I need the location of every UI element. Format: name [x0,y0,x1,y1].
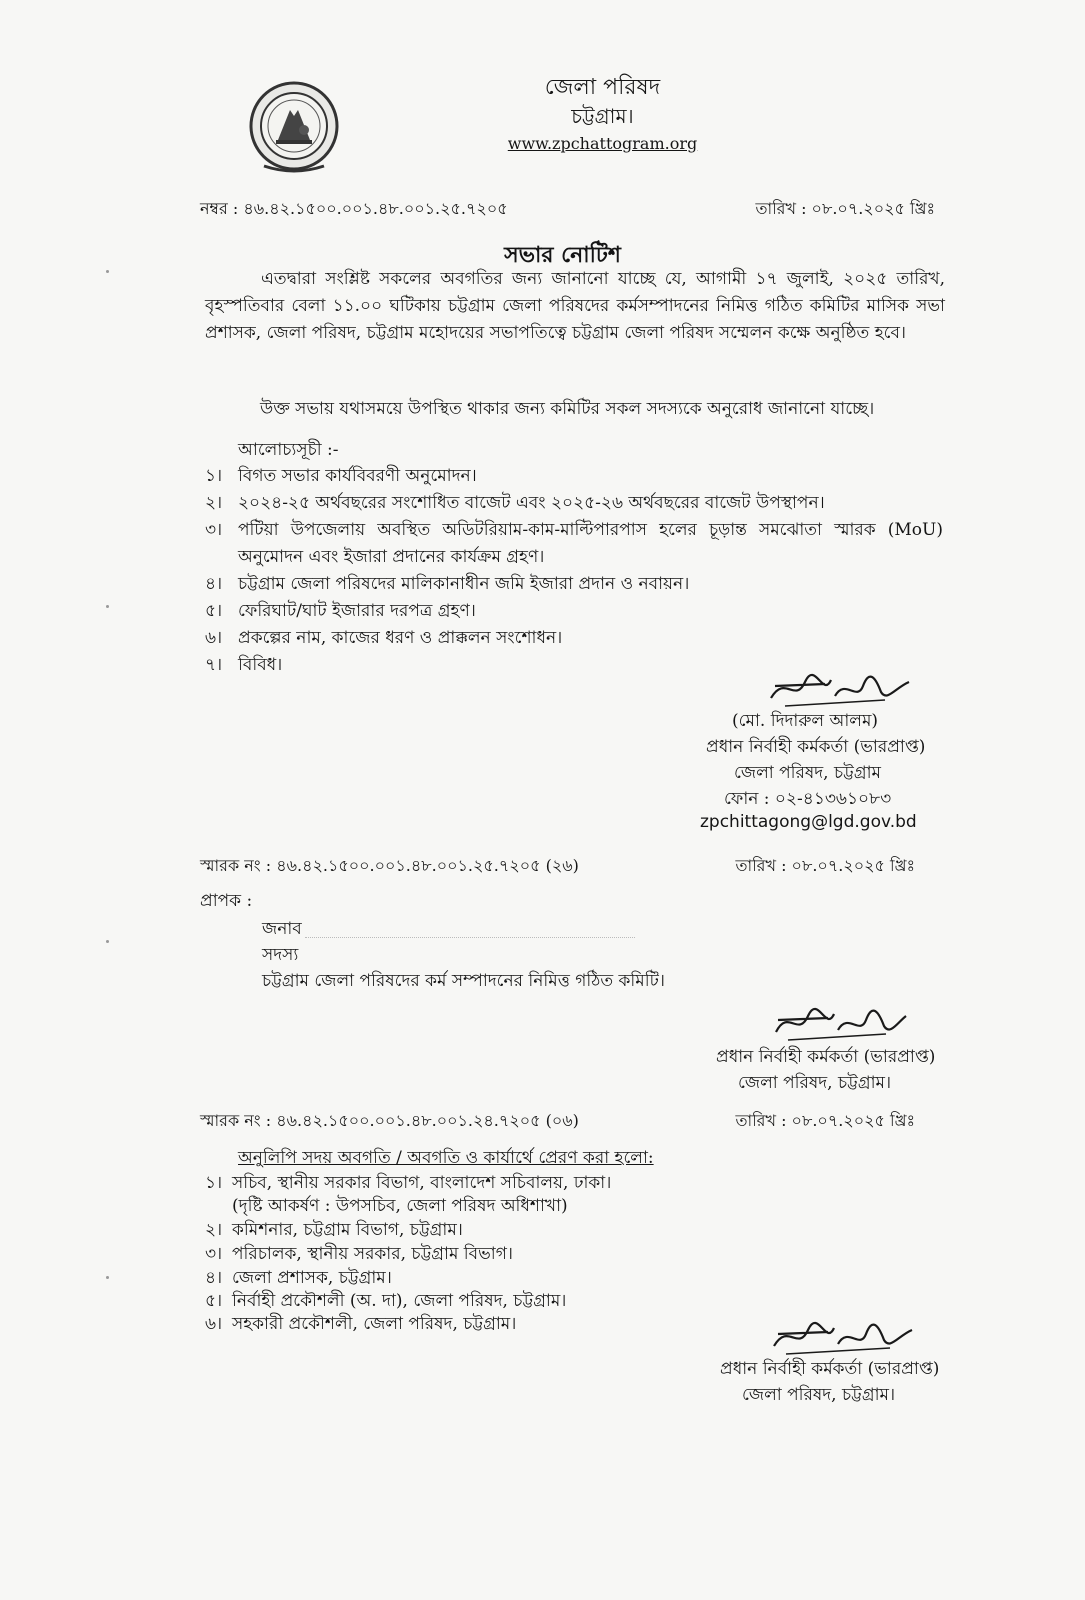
notice-body [205,266,945,347]
memo-number: স্মারক নং : ৪৬.৪২.১৫০০.০০১.৪৮.০০১.২৪.৭২০৫ (০৬) [200,1111,579,1130]
copy-item: নির্বাহী প্রকৌশলী (অ. দা), জেলা পরিষদ, চট্টগ্রাম। [232,1291,567,1311]
copy-item: পরিচালক, স্থানীয় সরকার, চট্টগ্রাম বিভাগ। [232,1244,513,1264]
copy-item-number: ৪। [205,1268,223,1288]
agenda-item-number: ১। [205,466,223,486]
copy-heading: অনুলিপি সদয় অবগতি / অবগতি ও কার্যার্থে প্রেরণ করা হলো: [238,1148,654,1168]
agenda-item: পটিয়া উপজেলায় অবস্থিত অডিটরিয়াম-কাম-মাল্টিপারপাস হলের চূড়ান্ত সমঝোতা স্মারক (MoU) [238,520,943,540]
copy-item-number: ৫। [205,1291,223,1311]
copy-item-number: ৬। [205,1314,223,1334]
agenda-item: চট্টগ্রাম জেলা পরিষদের মালিকানাধীন জমি ইজারা প্রদান ও নবায়ন। [238,574,690,594]
signatory-phone: ফোন : ০২-৪১৩৬১০৮৩ [724,789,892,809]
signatory-office: জেলা পরিষদ, চট্টগ্রাম। [742,1385,896,1405]
recipient-label: প্রাপক : [200,891,253,911]
agenda-item-number: ৭। [205,655,223,675]
signatory-office: জেলা পরিষদ, চট্টগ্রাম। [738,1073,892,1093]
scan-speck [106,605,109,608]
signatory-designation: প্রধান নির্বাহী কর্মকর্তা (ভারপ্রাপ্ত) [720,1359,940,1379]
copy-item: সহকারী প্রকৌশলী, জেলা পরিষদ, চট্টগ্রাম। [232,1314,517,1334]
signatory-designation: প্রধান নির্বাহী কর্মকর্তা (ভারপ্রাপ্ত) [706,737,926,757]
scan-speck [106,270,109,273]
agenda-item-number: ৪। [205,574,223,594]
signatory-name: (মো. দিদারুল আলম) [732,711,879,731]
org-city: চট্টগ্রাম। [571,104,634,128]
scan-speck [106,940,109,943]
website-link[interactable]: www.zpchattogram.org [507,134,698,153]
copy-item-number: ৩। [205,1244,223,1264]
memo-number: স্মারক নং : ৪৬.৪২.১৫০০.০০১.৪৮.০০১.২৫.৭২০৫ (২৬) [200,856,579,875]
recipient-salutation: জনাব [262,919,302,939]
agenda-item-continued: অনুমোদন এবং ইজারা প্রদানের কার্যক্রম গ্রহণ। [238,547,545,567]
copy-item: সচিব, স্থানীয় সরকার বিভাগ, বাংলাদেশ সচিবালয়, ঢাকা। [232,1173,612,1193]
memo-date: তারিখ : ০৮.০৭.২০২৫ খ্রিঃ [735,1111,915,1130]
copy-item-continued: (দৃষ্টি আকর্ষণ : উপসচিব, জেলা পরিষদ অধিশাখা) [232,1196,568,1216]
recipient-name-blank [305,937,635,938]
copy-item-number: ১। [205,1173,223,1193]
notice-paragraph-2: উক্ত সভায় যথাসময়ে উপস্থিত থাকার জন্য কমিটির সকল সদস্যকে অনুরোধ জানানো যাচ্ছে। [260,399,875,419]
agenda-item-number: ২। [205,493,223,513]
copy-item-number: ২। [205,1220,223,1240]
agenda-item: বিবিধ। [238,655,283,675]
memo-date: তারিখ : ০৮.০৭.২০২৫ খ্রিঃ [735,856,915,875]
copy-item: জেলা প্রশাসক, চট্টগ্রাম। [232,1268,392,1288]
agenda-item-number: ৫। [205,601,223,621]
agenda-item: প্রকল্পের নাম, কাজের ধরণ ও প্রাক্কলন সংশোধন। [238,628,563,648]
recipient-member: সদস্য [262,945,299,965]
copy-item: কমিশনার, চট্টগ্রাম বিভাগ, চট্টগ্রাম। [232,1220,463,1240]
handwritten-signature-icon [765,668,915,712]
agenda-item: বিগত সভার কার্যবিবরণী অনুমোদন। [238,466,477,486]
handwritten-signature-icon [768,1316,918,1360]
ref-number: নম্বর : ৪৬.৪২.১৫০০.০০১.৪৮.০০১.২৫.৭২০৫ [200,199,508,218]
signatory-designation: প্রধান নির্বাহী কর্মকর্তা (ভারপ্রাপ্ত) [716,1047,936,1067]
notice-paragraph-1: এতদ্বারা সংশ্লিষ্ট সকলের অবগতির জন্য জানানো যাচ্ছে যে, আগামী ১৭ জুলাই, ২০২৫ তারিখ, বৃহস্পতিবার বেলা ১১.০০ ঘটিকায় চট্টগ্রাম জেলা পরিষদের কর্মসম্পাদনের নিমিত্ত গঠিত কমিটির মাসিক সভা প্রশাসক, জেলা পরিষদ, চট্টগ্রাম মহোদয়ের সভাপতিত্বে চট্টগ্রাম জেলা পরিষদ সম্মেলন কক্ষে অনুষ্ঠিত হবে। [205,269,945,343]
agenda-item-number: ৩। [205,520,223,540]
agenda-heading: আলোচ্যসূচী :- [238,440,339,460]
agenda-item: ফেরিঘাট/ঘাট ইজারার দরপত্র গ্রহণ। [238,601,476,621]
ref-date: তারিখ : ০৮.০৭.২০২৫ খ্রিঃ [755,199,935,218]
org-name: জেলা পরিষদ [544,75,661,100]
page-title: সভার নোটিশ [504,242,621,268]
scan-speck [106,1276,109,1279]
recipient-committee: চট্টগ্রাম জেলা পরিষদের কর্ম সম্পাদনের নিমিত্ত গঠিত কমিটি। [262,971,665,991]
signatory-email[interactable]: zpchittagong@lgd.gov.bd [700,812,917,832]
agenda-item-number: ৬। [205,628,223,648]
agenda-item: ২০২৪-২৫ অর্থবছরের সংশোধিত বাজেট এবং ২০২৫-২৬ অর্থবছরের বাজেট উপস্থাপন। [238,493,825,513]
handwritten-signature-icon [770,1004,910,1046]
signatory-office: জেলা পরিষদ, চট্টগ্রাম [734,763,881,783]
